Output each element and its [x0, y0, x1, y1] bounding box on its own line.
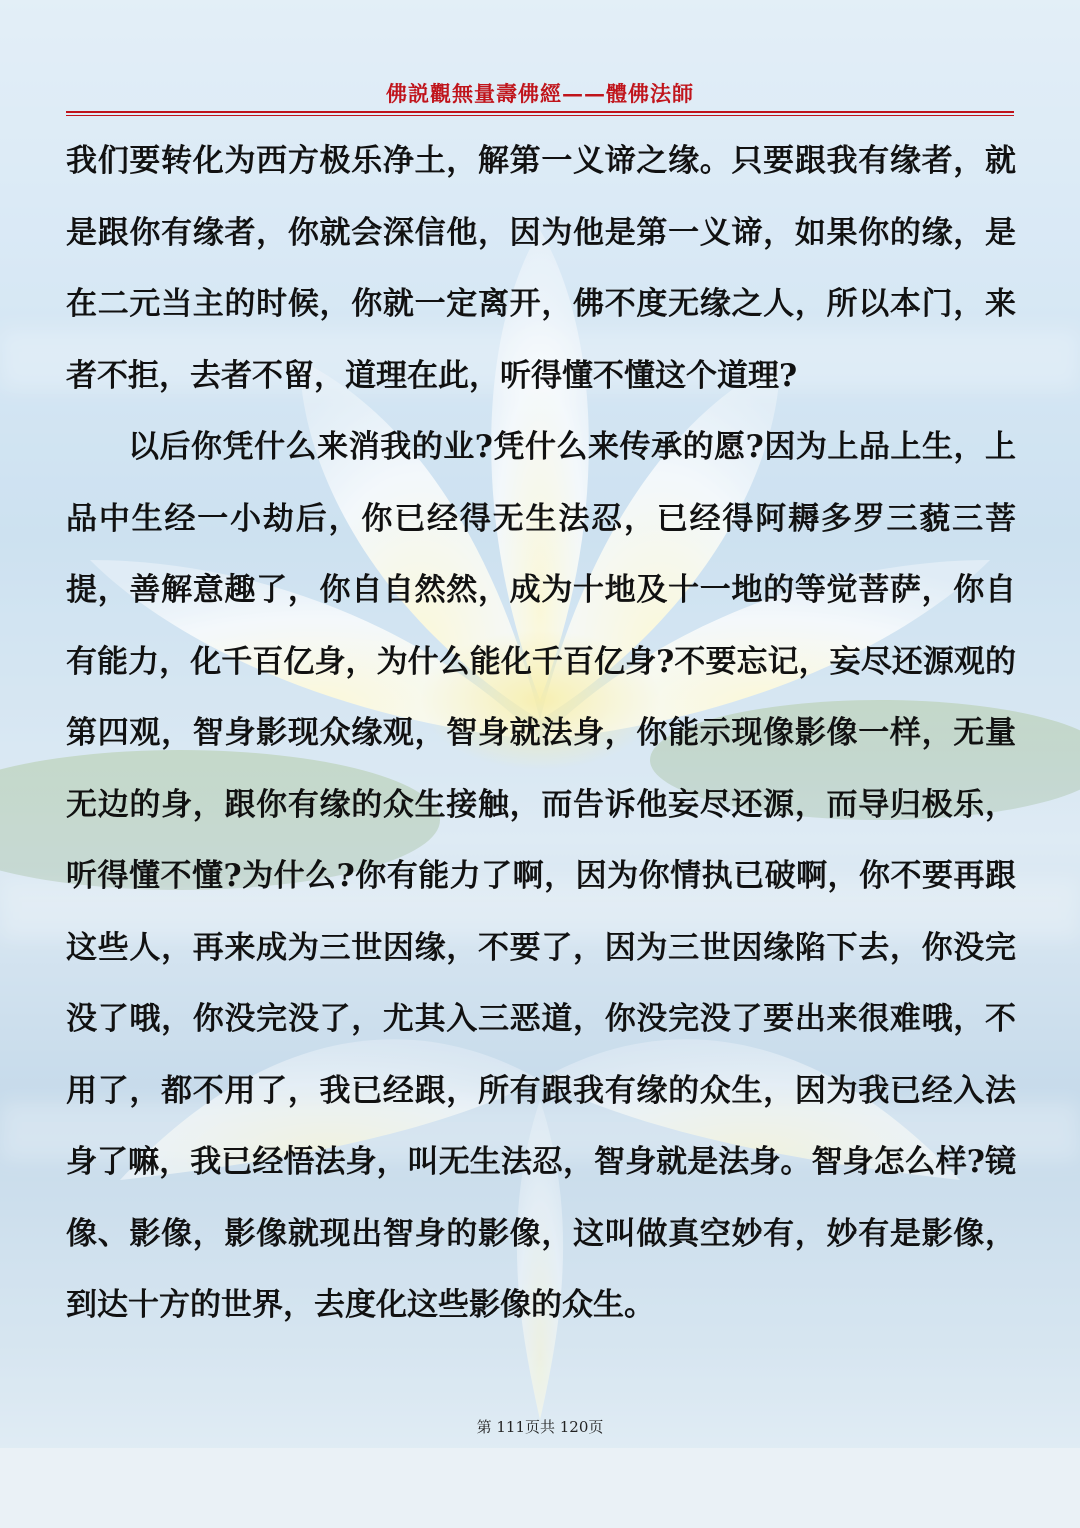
running-header: 佛説觀無量壽佛經——體佛法師	[386, 81, 694, 106]
paragraph-2: 以后你凭什么来消我的业?凭什么来传承的愿?因为上品上生，上品中生经一小劫后，你已经得无生法忍，已经得阿耨多罗三藐三菩提，善解意趣了，你自自然然，成为十地及十一地的等觉菩萨，你自有能力，化千百亿身，为什么能化千百亿身?不要忘记，妄尽还源观的第四观，智身影现众缘观，智身就法身，你能示现像影像一样，无量无边的身，跟你有缘的众生接触，而告诉他妄尽还源，而导归极乐，听得懂不懂?为什么?你有能力了啊，因为你情执已破啊，你不要再跟这些人，再来成为三世因缘，不要了，因为三世因缘陷下去，你没完没了哦，你没完没了，尤其入三恶道，你没完没了要出来很难哦，不用了，都不用了，我已经跟，所有跟我有缘的众生，因为我已经入法身了嘛，我已经悟法身，叫无生法忍，智身就是法身。智身怎么样?镜像、影像，影像就现出智身的影像，这叫做真空妙有，妙有是影像，到达十方的世界，去度化这些影像的众生。	[66, 429, 1016, 1323]
header-rule-thick	[66, 111, 1014, 113]
page-number: 第 111页共 120页	[476, 1418, 604, 1436]
header-rule-thin	[66, 115, 1014, 116]
paragraph-1: 我们要转化为西方极乐净土，解第一义谛之缘。只要跟我有缘者，就是跟你有缘者，你就会深信他，因为他是第一义谛，如果你的缘，是在二元当主的时候，你就一定离开，佛不度无缘之人，所以本门，来者不拒，去者不留，道理在此，听得懂不懂这个道理?	[66, 143, 1016, 394]
body-text	[66, 126, 1016, 1342]
